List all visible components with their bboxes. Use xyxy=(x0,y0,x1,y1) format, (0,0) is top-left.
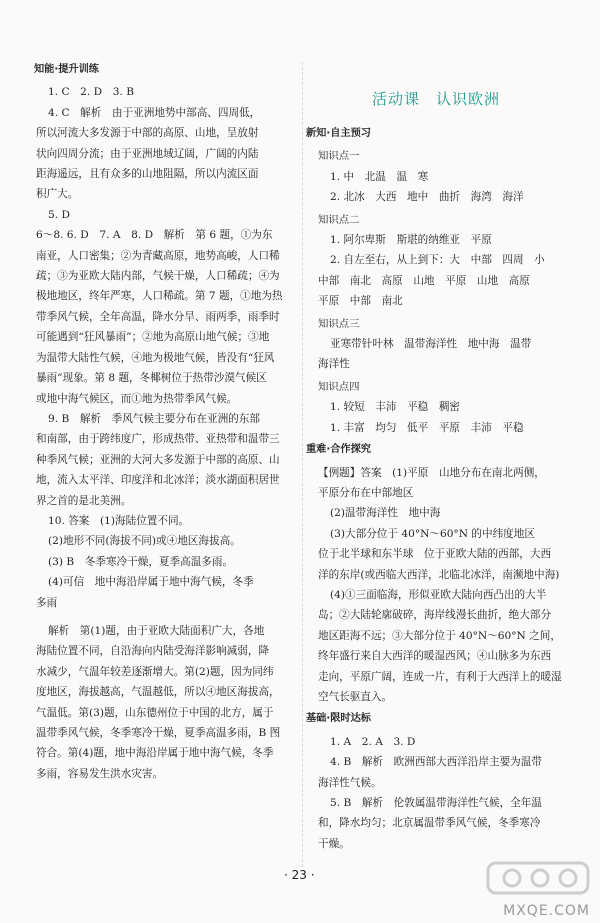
left-column xyxy=(36,58,292,784)
answer-line: 界之首的是北美洲。 xyxy=(36,494,132,507)
answer-line: (2)温带海洋性 地中海 xyxy=(330,507,441,520)
answer-line: 符合。第(4)题，地中海沿岸属于地中海气候，冬季 xyxy=(36,747,274,760)
answer-line: 种季风气候；亚洲的大河大多发源于中部的高原、山 xyxy=(36,453,280,466)
answer-line: 为温带大陆性气候，④地为极地气候，皆没有“狂风 xyxy=(36,351,275,364)
answer-line: 带季风气候，全年高温，降水分旱、雨两季，雨季时 xyxy=(36,310,280,323)
knowledge-point-title: 知识点二 xyxy=(318,213,360,226)
answer-line: 暴雨”现象。第 8 题，冬椰树位于热带沙漠气候区 xyxy=(36,372,267,385)
knowledge-point-title: 知识点一 xyxy=(318,150,360,163)
answer-line: 干燥。 xyxy=(318,837,350,850)
answer-line: (4)可信 地中海沿岸属于地中海气候，冬季 xyxy=(48,576,254,589)
answer-line: 水减少，气温年较差逐渐增大。第(2)题，因为同纬 xyxy=(36,665,274,678)
answer-line: 地，流入太平洋、印度洋和北冰洋；淡水湖面积居世 xyxy=(36,474,280,487)
answer-line: 多雨，容易发生洪水灾害。 xyxy=(36,767,164,780)
answer-line: 2. 北冰 大西 地中 曲折 海湾 海洋 xyxy=(330,191,524,204)
answer-line: 2. 自左至右，从上到下：大 中部 四周 小 xyxy=(330,254,545,267)
answer-line: 平原分布在中部地区 xyxy=(318,486,414,499)
answer-line: 南亚，人口密集；②为青藏高原，地势高峻，人口稀 xyxy=(36,249,280,262)
answer-line: 洋的东岸(或西临大西洋，北临北冰洋，南濒地中海) xyxy=(318,568,560,581)
answer-line: 或地中海气候区，而①地为热带季风气候。 xyxy=(36,392,238,405)
answer-line: 海洋性气候。 xyxy=(318,776,382,789)
answer-line: 温带季风气候，冬季寒冷干燥，夏季高温多雨，B 图 xyxy=(36,727,281,739)
answer-line: 气温低。第(3)题，山东德州位于中国的北方，属于 xyxy=(36,706,274,719)
section-header-explore: 重难·合作探究 xyxy=(306,444,371,456)
answer-line: 地区距海不远；③大部分位于 40°N～60°N 之间， xyxy=(318,629,561,642)
answer-line: 亚寒带针叶林 温带海洋性 地中海 温带 xyxy=(330,338,532,351)
answer-line: 积广大。 xyxy=(36,188,79,201)
section-header-preview: 新知·自主预习 xyxy=(306,128,371,139)
column-divider xyxy=(302,62,303,867)
section-header-training: 知能·提升训练 xyxy=(34,64,99,75)
answer-line: 4. C 解析 由于亚洲地势中部高、四周低， xyxy=(48,106,261,119)
answer-line: 10. 答案 (1)海陆位置不同。 xyxy=(48,514,190,527)
answer-line: 4. B 解析 欧洲西部大西洋沿岸主要为温带 xyxy=(330,756,542,769)
answer-line: 位于北半球和东半球 位于亚欧大陆的西部，大西 xyxy=(318,548,552,561)
answer-line: 和南部，由于跨纬度广，形成热带、亚热带和温带三 xyxy=(36,433,280,446)
answer-line: 海洋性 xyxy=(318,358,350,371)
answer-line: 可能遇到“狂风暴雨”；②地为高原山地气候；③地 xyxy=(36,331,270,344)
answer-line: 1. 阿尔卑斯 斯堪的纳维亚 平原 xyxy=(330,234,492,247)
right-column xyxy=(306,122,574,854)
answer-line: 1. 中 北温 温 寒 xyxy=(330,170,429,183)
answer-line: 距海遥远，且有众多的山地阻隔，所以内流区面 xyxy=(36,168,259,181)
answer-line: 1. 丰富 均匀 低平 平原 丰沛 平稳 xyxy=(330,421,524,434)
answer-line: 岛；②大陆轮廓破碎，海岸线漫长曲折，绝大部分 xyxy=(318,609,552,622)
answer-line: 5. B 解析 伦敦属温带海洋性气候，全年温 xyxy=(330,797,542,809)
answer-line: 5. D xyxy=(48,208,70,221)
answer-line: 9. B 解析 季风气候主要分布在亚洲的东部 xyxy=(48,412,260,425)
knowledge-point-title: 知识点三 xyxy=(318,317,360,330)
section-header-drill: 基础·限时达标 xyxy=(306,713,371,725)
answer-line: 平原 中部 南北 xyxy=(318,295,403,308)
answer-line: 疏；③为亚欧大陆内部，气候干燥，人口稀疏；④为 xyxy=(36,270,280,283)
answer-line: 【例题】答案 (1)平原 山地分布在南北两侧， xyxy=(318,466,545,479)
answer-line: 6～8. 6. D 7. A 8. D 解析 第 6 题，①为东 xyxy=(36,229,273,242)
answer-line: 空气长驱直入。 xyxy=(318,690,393,703)
answer-line: 状向四周分流；由于亚洲地域辽阔，广阔的内陆 xyxy=(36,147,259,160)
answer-line: 极地地区，终年严寒，人口稀疏。第 7 题，①地为热 xyxy=(36,290,283,303)
answer-line: 多雨 xyxy=(36,596,58,609)
answer-line: 终年盛行来自大西洋的暖湿西风；④山脉多为东西 xyxy=(318,650,552,663)
answer-line: (3) B 冬季寒冷干燥，夏季高温多雨。 xyxy=(48,555,234,568)
lesson-title: 活动课 认识欧洲 xyxy=(372,90,501,108)
answer-line: 所以河流大多发源于中部的高原、山地，呈放射 xyxy=(36,127,259,140)
answer-line: 1. C 2. D 3. B xyxy=(48,86,134,99)
knowledge-point-title: 知识点四 xyxy=(318,380,360,393)
answer-line: 走向，平原广阔，连成一片，有利于大西洋上的暖湿 xyxy=(318,670,562,683)
watermark-text: MXQE.COM xyxy=(503,903,590,919)
answer-line: (2)地形不同(海拔不同)或④地区海拔高。 xyxy=(48,535,241,548)
answer-line: 中部 南北 高原 山地 平原 山地 高原 xyxy=(318,274,530,287)
answer-line: 1. 较短 丰沛 平稳 稠密 xyxy=(330,401,461,414)
page-number: · 23 · xyxy=(284,868,315,882)
answer-line: (4)①三面临海，形似亚欧大陆向西凸出的大半 xyxy=(330,588,547,601)
answer-line: 解析 第(1)题，由于亚欧大陆面积广大，各地 xyxy=(48,624,265,637)
answer-line: 海陆位置不同，自沿海向内陆受海洋影响减弱，降 xyxy=(36,645,270,658)
answer-line: 度地区，海拔越高，气温越低，所以④地区海拔高， xyxy=(36,686,280,699)
answer-line: 1. A 2. A 3. D xyxy=(330,735,416,748)
answer-line: (3)大部分位于 40°N～60°N 的中纬度地区 xyxy=(330,527,535,540)
answer-line: 和，降水均匀；北京属温带季风气候，冬季寒冷 xyxy=(318,817,541,830)
